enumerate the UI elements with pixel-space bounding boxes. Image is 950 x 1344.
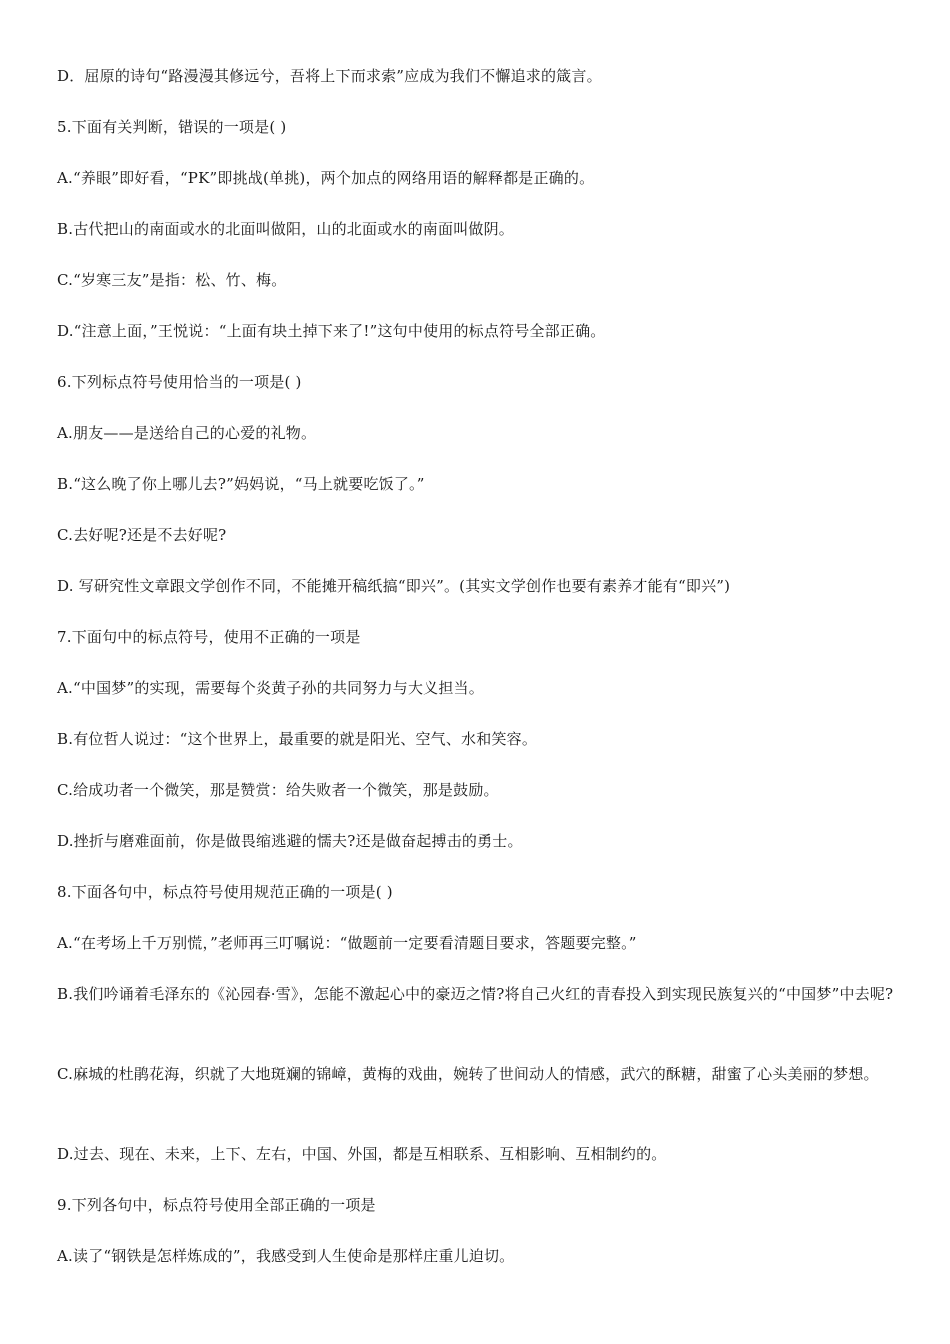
question-6: 6.下列标点符号使用恰当的一项是( ) xyxy=(57,373,302,391)
question-6-option-a: A.朋友——是送给自己的心爱的礼物。 xyxy=(57,424,317,442)
question-9: 9.下列各句中，标点符号使用全部正确的一项是 xyxy=(57,1196,376,1214)
question-6-option-b: B.“这么晚了你上哪儿去?”妈妈说，“马上就要吃饭了。” xyxy=(57,475,425,493)
question-7-option-c: C.给成功者一个微笑，那是赞赏：给失败者一个微笑，那是鼓励。 xyxy=(57,781,499,799)
question-7: 7.下面句中的标点符号，使用不正确的一项是 xyxy=(57,628,361,646)
question-8-option-b: B.我们吟诵着毛泽东的《沁园春·雪》，怎能不激起心中的豪迈之情?将自己火红的青春投入到实现民族复兴的“中国梦”中去呢? xyxy=(57,985,894,1003)
question-8-option-a: A.“在考场上千万别慌，”老师再三叮嘱说：“做题前一定要看清题目要求，答题要完整。” xyxy=(57,934,637,952)
question-5-option-c: C.“岁寒三友”是指：松、竹、梅。 xyxy=(57,271,287,289)
question-6-option-d: D. 写研究性文章跟文学创作不同，不能摊开稿纸搞“即兴”。(其实文学创作也要有素养才能有“即兴”) xyxy=(57,577,731,595)
question-8-option-c: C.麻城的杜鹃花海，织就了大地斑斓的锦嶂，黄梅的戏曲，婉转了世间动人的情感，武穴的酥糖，甜蜜了心头美丽的梦想。 xyxy=(57,1065,879,1083)
question-8-option-d: D.过去、现在、未来，上下、左右，中国、外国，都是互相联系、互相影响、互相制约的。 xyxy=(57,1145,667,1163)
question-5-option-b: B.古代把山的南面或水的北面叫做阳，山的北面或水的南面叫做阴。 xyxy=(57,220,514,238)
text-line-d-quyuan: D．屈原的诗句“路漫漫其修远兮，吾将上下而求索”应成为我们不懈追求的箴言。 xyxy=(57,67,602,85)
question-5-option-a: A.“养眼”即好看，“PK”即挑战(单挑)，两个加点的网络用语的解释都是正确的。 xyxy=(57,169,595,187)
question-8: 8.下面各句中，标点符号使用规范正确的一项是( ) xyxy=(57,883,393,901)
question-7-option-a: A.“中国梦”的实现，需要每个炎黄子孙的共同努力与大义担当。 xyxy=(57,679,484,697)
question-6-option-c: C.去好呢?还是不去好呢? xyxy=(57,526,227,544)
question-9-option-a: A.读了“钢铁是怎样炼成的”，我感受到人生使命是那样庄重儿迫切。 xyxy=(57,1247,515,1265)
question-5-option-d: D.“注意上面，”王悦说：“上面有块土掉下来了!”这句中使用的标点符号全部正确。 xyxy=(57,322,606,340)
question-5: 5.下面有关判断，错误的一项是( ) xyxy=(57,118,287,136)
question-7-option-b: B.有位哲人说过：“这个世界上，最重要的就是阳光、空气、水和笑容。 xyxy=(57,730,538,748)
question-7-option-d: D.挫折与磨难面前，你是做畏缩逃避的懦夫?还是做奋起搏击的勇士。 xyxy=(57,832,523,850)
